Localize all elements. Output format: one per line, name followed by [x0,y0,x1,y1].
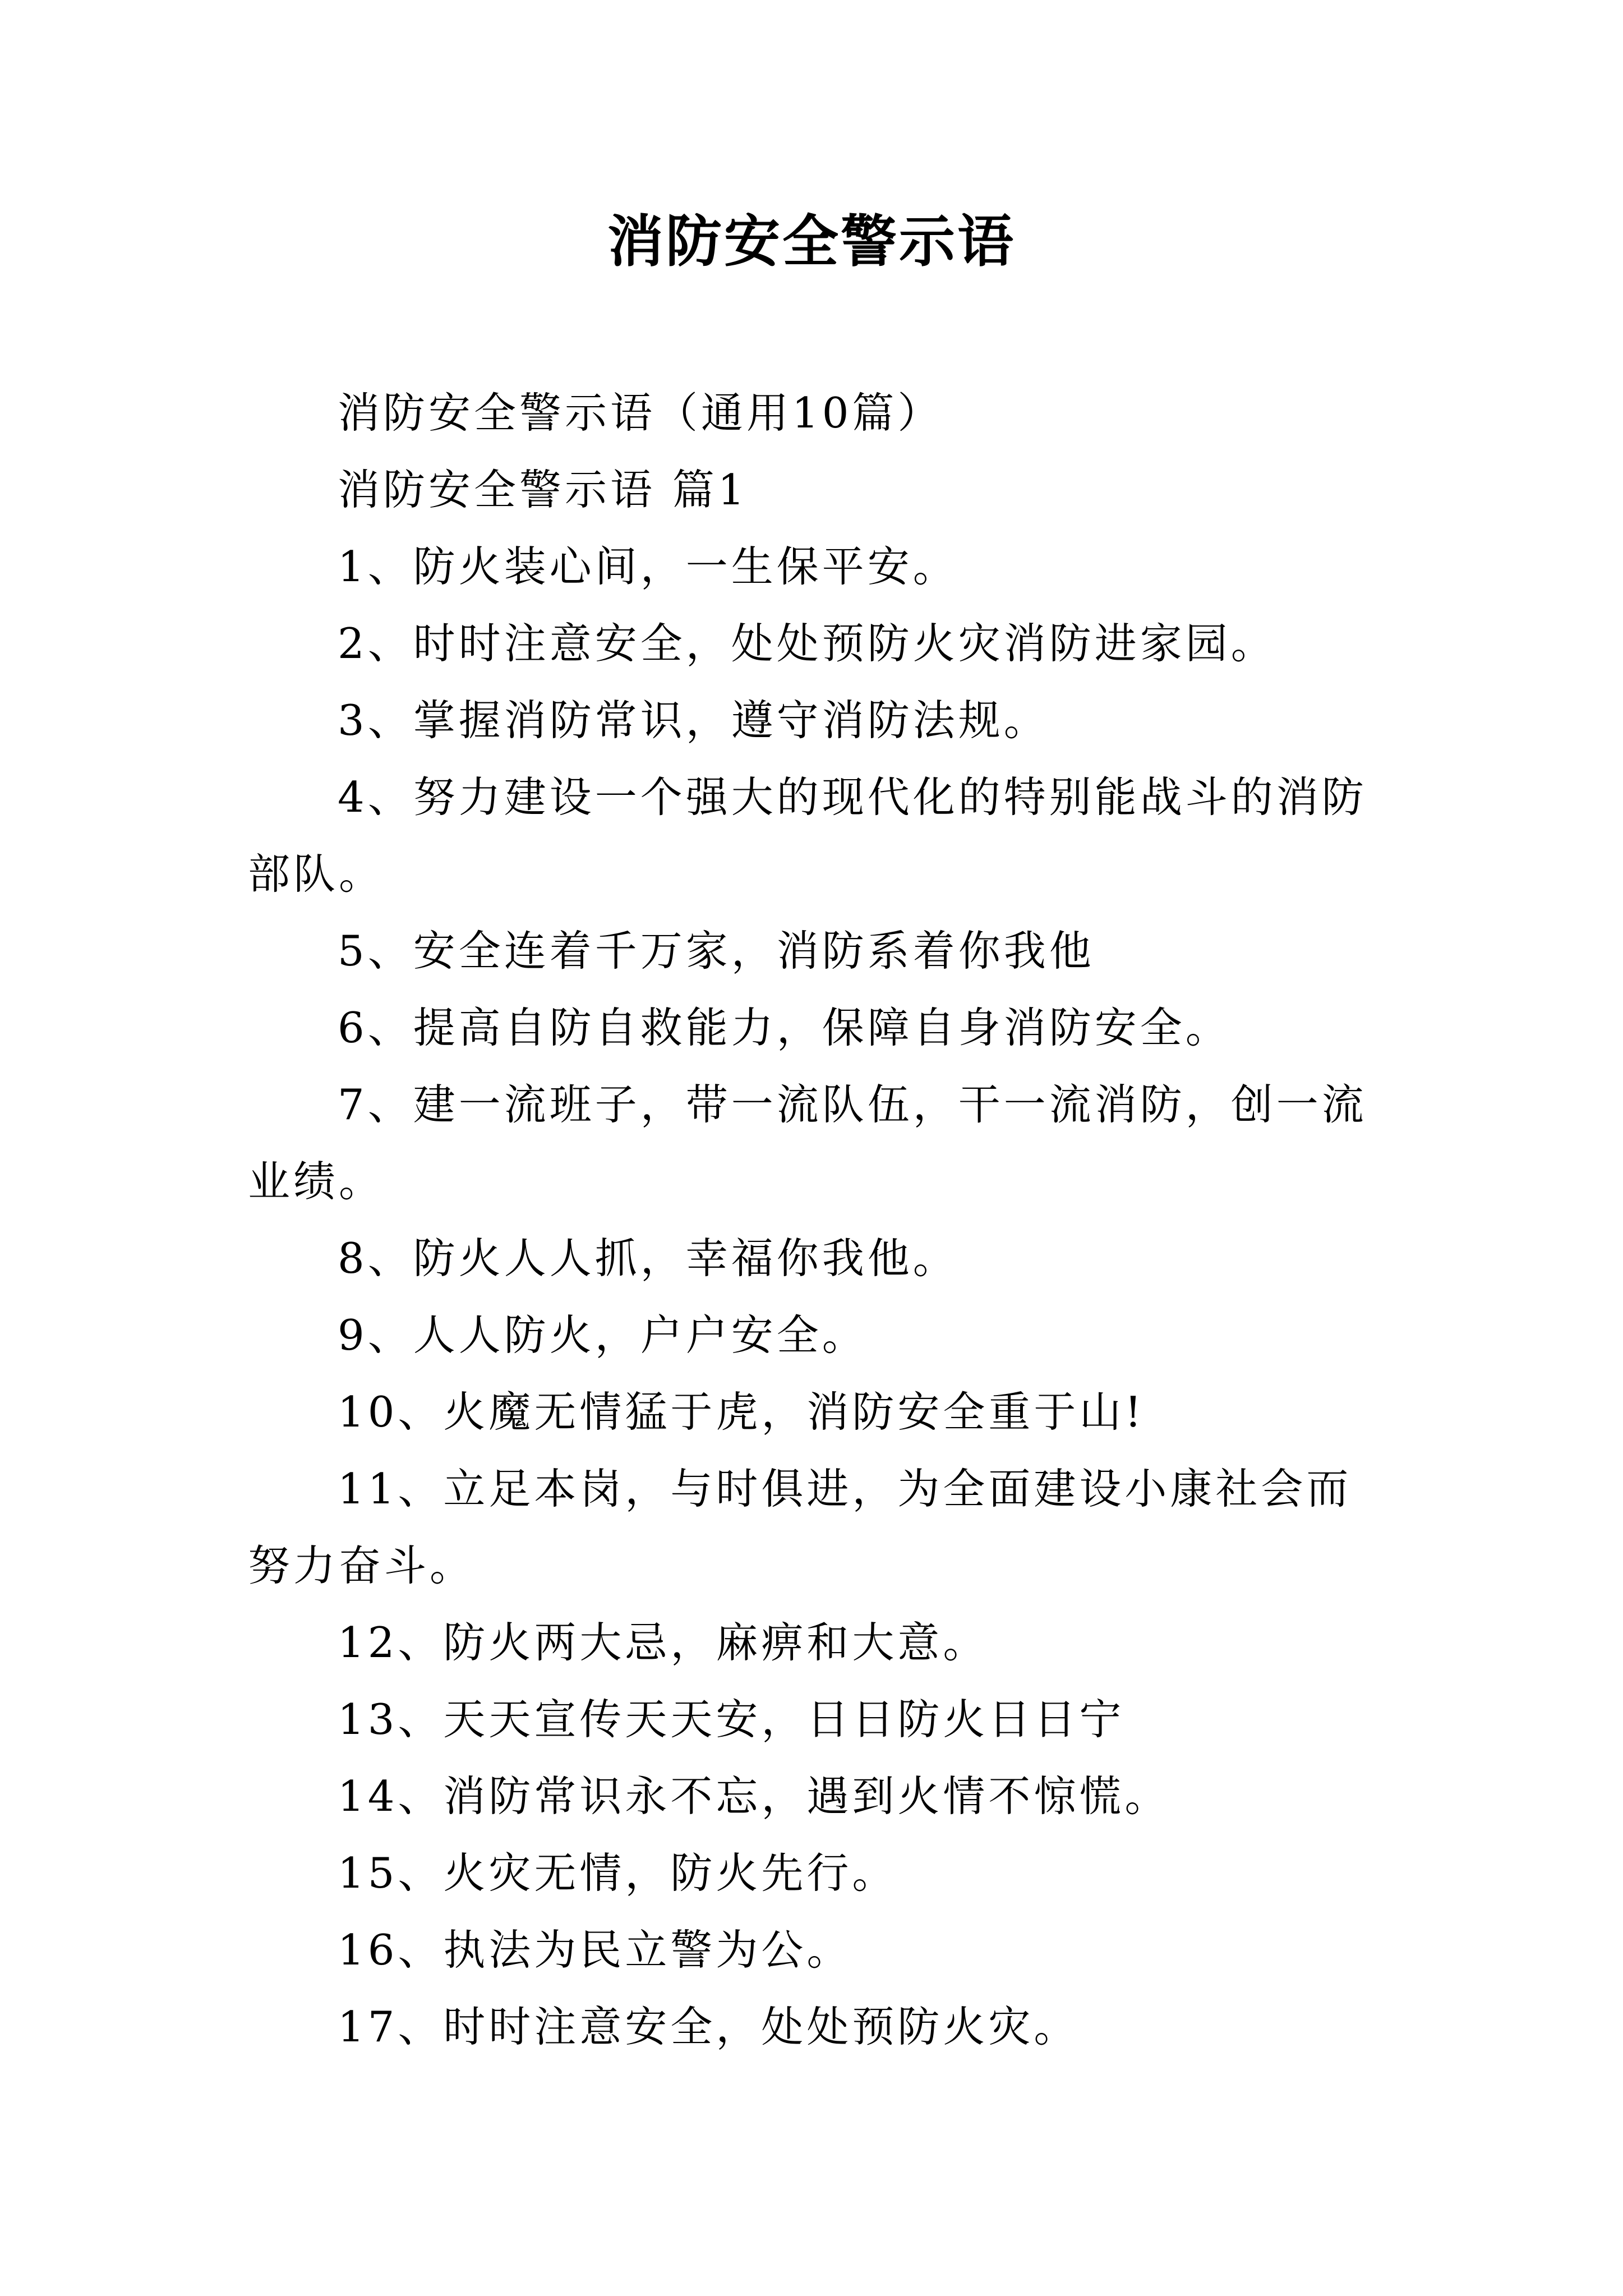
document-title: 消防安全警示语 [607,208,1016,274]
slogan-item: 2、时时注意安全，处处预防火灾消防进家园。 [338,619,1276,668]
slogan-item: 7、建一流班子，带一流队伍，干一流消防，创一流业绩。 [248,1080,1367,1206]
slogan-item: 1、防火装心间，一生保平安。 [338,542,958,591]
slogan-item: 14、消防常识永不忘，遇到火情不惊慌。 [338,1772,1170,1821]
document-body [248,375,1381,2065]
doc-subtitle: 消防安全警示语（通用10篇） [338,388,943,438]
slogan-item: 4、努力建设一个强大的现代化的特别能战斗的消防部队。 [248,772,1367,899]
slogan-item: 3、掌握消防常识，遵守消防法规。 [338,696,1049,745]
slogan-item: 16、执法为民立警为公。 [338,1925,852,1975]
slogan-item: 5、安全连着千万家，消防系着你我他 [338,926,1095,976]
slogan-item: 6、提高自防自救能力，保障自身消防安全。 [338,1003,1231,1052]
slogan-item: 8、防火人人抓，幸福你我他。 [338,1234,958,1283]
section-heading: 消防安全警示语 篇1 [338,465,748,514]
slogan-item: 9、人人防火，户户安全。 [338,1310,868,1360]
slogan-item: 12、防火两大忌，麻痹和大意。 [338,1618,989,1667]
slogan-item: 15、火灾无情，防火先行。 [338,1848,898,1898]
slogan-item: 13、天天宣传天天安，日日防火日日宁 [338,1695,1125,1744]
slogan-item: 11、立足本岗，与时俱进，为全面建设小康社会而努力奋斗。 [248,1464,1352,1590]
slogan-item: 17、时时注意安全，处处预防火灾。 [338,2002,1080,2051]
slogan-item: 10、火魔无情猛于虎，消防安全重于山! [338,1387,1145,1437]
